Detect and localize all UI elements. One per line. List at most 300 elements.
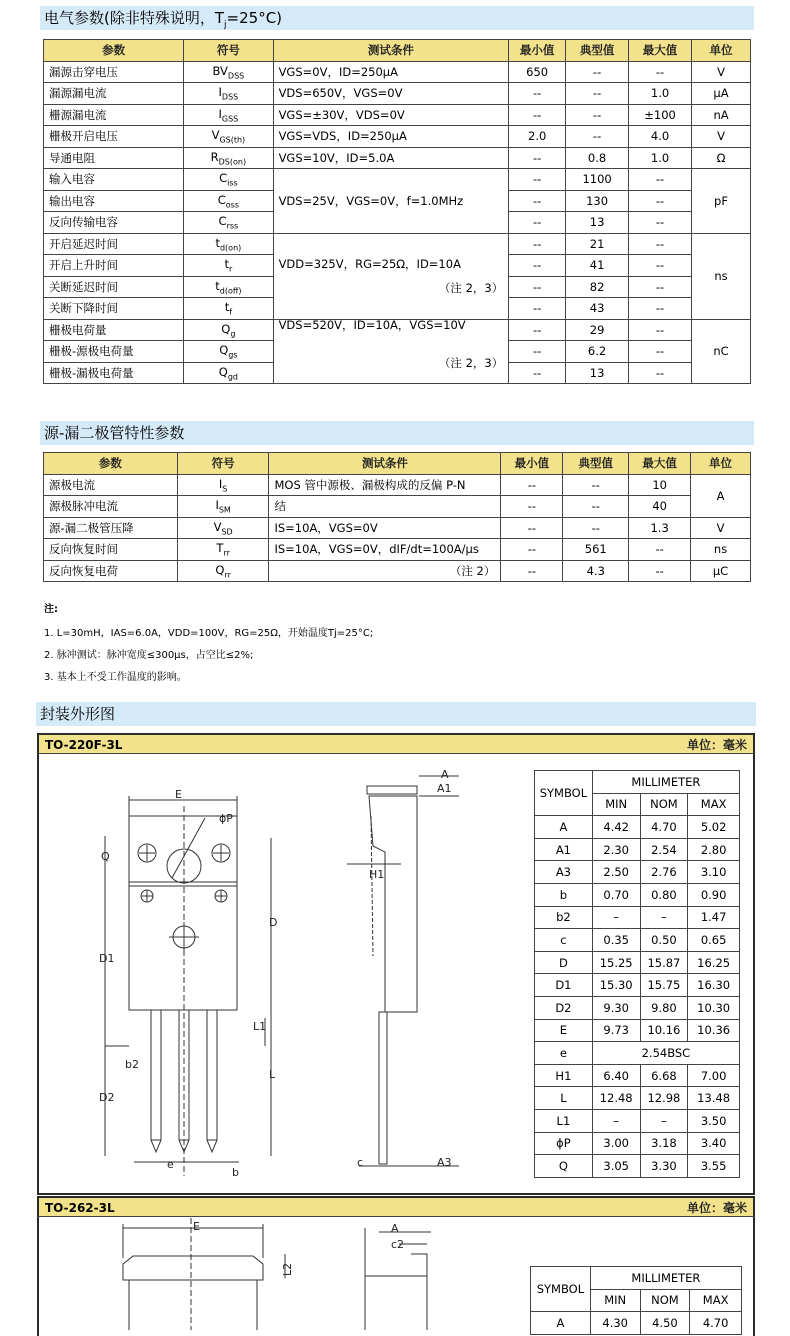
param-cell: 漏源击穿电压 — [44, 61, 184, 83]
dim-row — [535, 1109, 740, 1132]
dim-symbol: D2 — [535, 996, 593, 1019]
dim-symbol: A — [535, 816, 593, 839]
symbol-cell — [177, 474, 269, 496]
package-header — [37, 1196, 755, 1217]
dim-symbol: A1 — [535, 838, 593, 861]
symbol-cell — [184, 212, 273, 234]
min-cell: -- — [501, 496, 563, 518]
condition-cell — [273, 169, 509, 234]
symbol-main: t — [224, 300, 230, 315]
symbol-header: SYMBOL — [535, 771, 593, 816]
symbol-main: V — [213, 519, 222, 534]
table-row — [44, 319, 751, 341]
col-header: 参数 — [44, 40, 184, 62]
dim-value: 3.05 — [592, 1155, 640, 1178]
max-cell: -- — [629, 319, 692, 341]
dim-symbol: H1 — [535, 1064, 593, 1087]
max-cell: 4.0 — [629, 126, 692, 148]
min-cell: -- — [509, 341, 566, 363]
condition-cell: VGS=10V，ID=5.0A — [273, 147, 509, 169]
table-header-row — [44, 40, 751, 62]
symbol-main: I — [215, 498, 219, 513]
symbol-sub: d(on) — [219, 242, 242, 252]
max-cell: -- — [629, 276, 692, 298]
condition-text: VDD=325V，RG=25Ω，ID=10A — [278, 257, 461, 271]
package-unit: 单位：毫米 — [686, 1201, 747, 1215]
param-cell: 关断下降时间 — [44, 298, 184, 320]
dim-label: A1 — [437, 782, 452, 795]
typ-cell: 561 — [563, 539, 629, 561]
symbol-main: I — [218, 85, 222, 100]
symbol-sub: DSS — [221, 92, 239, 102]
typ-cell: 43 — [566, 298, 629, 320]
min-cell: -- — [509, 255, 566, 277]
to220f-drawing — [39, 756, 519, 1192]
condition-note: （注 2） — [269, 560, 501, 582]
dim-row — [535, 1042, 740, 1065]
col-header: 符号 — [184, 40, 273, 62]
param-cell: 导通电阻 — [44, 147, 184, 169]
dim-symbol: c — [535, 929, 593, 952]
param-cell: 反向恢复时间 — [44, 539, 178, 561]
symbol-sub: f — [229, 307, 233, 317]
dim-label: E — [193, 1220, 200, 1233]
typ-cell: 41 — [566, 255, 629, 277]
param-cell: 源-漏二极管压降 — [44, 517, 178, 539]
dim-label: A — [441, 768, 449, 781]
dim-label: A3 — [437, 1156, 452, 1169]
min-cell: -- — [509, 362, 566, 384]
dim-value: 5.02 — [688, 816, 740, 839]
dim-value: 13.48 — [688, 1087, 740, 1110]
max-cell: -- — [629, 298, 692, 320]
symbol-sub: gd — [227, 371, 238, 381]
dim-label: Q — [101, 850, 110, 863]
col-header: 最小值 — [509, 40, 566, 62]
dim-value: 4.42 — [592, 816, 640, 839]
dim-value: 15.87 — [640, 951, 688, 974]
dim-value: 3.18 — [640, 1132, 688, 1155]
condition-note: （注 2，3） — [438, 281, 504, 295]
symbol-main: C — [218, 214, 227, 229]
unit-cell: Ω — [692, 147, 751, 169]
dim-value: 1.47 — [688, 906, 740, 929]
max-cell: 10 — [629, 474, 691, 496]
max-cell: -- — [629, 233, 692, 255]
symbol-cell — [184, 362, 273, 384]
dim-row — [535, 883, 740, 906]
symbol-main: BV — [212, 63, 228, 78]
param-cell: 漏源漏电流 — [44, 83, 184, 105]
package-header — [37, 733, 755, 754]
typ-cell: 6.2 — [566, 341, 629, 363]
symbol-sub: SM — [218, 505, 231, 515]
symbol-main: t — [215, 235, 220, 250]
unit-cell: pF — [692, 169, 751, 234]
symbol-main: t — [224, 257, 229, 272]
table-row — [44, 61, 751, 83]
param-cell: 开启延迟时间 — [44, 233, 184, 255]
typ-cell: -- — [566, 126, 629, 148]
dim-label: H1 — [369, 868, 385, 881]
min-cell: -- — [509, 147, 566, 169]
condition-text: VDS=25V，VGS=0V，f=1.0MHz — [278, 193, 464, 208]
condition-text: VDS=520V，ID=10A，VGS=10V — [278, 318, 466, 333]
max-cell: ±100 — [629, 104, 692, 126]
max-cell: -- — [629, 190, 692, 212]
symbol-cell — [177, 539, 269, 561]
dim-value: 3.30 — [640, 1155, 688, 1178]
param-cell: 输入电容 — [44, 169, 184, 191]
package-name: TO-262-3L — [45, 1201, 115, 1215]
symbol-main: Q — [219, 343, 229, 358]
unit-cell: V — [692, 126, 751, 148]
dim-row — [535, 838, 740, 861]
param-cell: 栅极-漏极电荷量 — [44, 362, 184, 384]
symbol-main: V — [211, 128, 220, 143]
dim-value: 12.48 — [592, 1087, 640, 1110]
min-cell: -- — [509, 83, 566, 105]
param-cell: 源极脉冲电流 — [44, 496, 178, 518]
symbol-sub: d(off) — [219, 285, 242, 295]
max-cell: -- — [629, 169, 692, 191]
table-header-row: 参数 符号 测试条件 最小值 典型值 最大值 单位 — [44, 453, 751, 475]
typ-cell: -- — [566, 61, 629, 83]
dim-label: e — [167, 1158, 174, 1171]
max-cell: -- — [629, 341, 692, 363]
dim-row — [535, 816, 740, 839]
param-cell: 开启上升时间 — [44, 255, 184, 277]
typ-cell: 4.3 — [563, 560, 629, 582]
symbol-cell — [177, 496, 269, 518]
symbol-sub: SD — [221, 526, 233, 536]
unit-cell: ns — [691, 539, 751, 561]
col-header: 典型值 — [566, 40, 629, 62]
table-row — [44, 147, 751, 169]
notes-label: 注: — [44, 604, 58, 615]
col-header: 单位 — [692, 40, 751, 62]
symbol-main: Q — [221, 321, 231, 336]
symbol-cell — [177, 517, 269, 539]
table-row — [44, 104, 751, 126]
condition-cell: VGS=±30V，VDS=0V — [273, 104, 509, 126]
dim-value: 2.30 — [592, 838, 640, 861]
dim-value: 16.25 — [688, 951, 740, 974]
param-cell: 源极电流 — [44, 474, 178, 496]
param-cell: 栅极开启电压 — [44, 126, 184, 148]
symbol-cell — [184, 83, 273, 105]
typ-cell: -- — [566, 104, 629, 126]
dim-value: 0.70 — [592, 883, 640, 906]
dim-row — [535, 1087, 740, 1110]
dim-value: – — [640, 906, 688, 929]
dim-symbol: A3 — [535, 861, 593, 884]
note-item: 3. 基本上不受工作温度的影响。 — [44, 672, 187, 683]
dim-value: 0.50 — [640, 929, 688, 952]
dim-symbol: E — [535, 1019, 593, 1042]
dim-label: ϕP — [219, 812, 233, 825]
dim-label: L1 — [253, 1020, 267, 1033]
symbol-sub: r — [228, 264, 233, 274]
symbol-cell — [184, 298, 273, 320]
dimension-table-to262: SYMBOL MILLIMETER MIN NOM MAX A 4.30 4.50 4.70 — [530, 1266, 742, 1335]
symbol-cell — [184, 319, 273, 341]
symbol-main: C — [217, 192, 226, 207]
dim-value: 16.30 — [688, 974, 740, 997]
param-cell: 反向恢复电荷 — [44, 560, 178, 582]
dimension-table-to220f: SYMBOL MILLIMETER MIN NOM MAX A 4.42 4.70 5.02 A1 2.30 2.54 2.80 A3 2.50 2.76 3.10 b 0.70 0.80 0.90 b2 – – 1.47 c 0.35 0.50 0.65 D 15.25 15.87 16.25 D1 15.30 15.75 16.30 D2 9.30 9.80 10.30 E 9.73 10.16 10.36 e 2.54BSC H1 6.40 6.68 7.00 L 12.48 12.98 13.48 L1 – – 3.50 ϕP 3.00 3.18 3.40 Q 3.05 3.30 3.55 — [534, 770, 740, 1178]
min-cell: -- — [509, 190, 566, 212]
col-header: 测试条件 — [273, 40, 509, 62]
min-cell: -- — [501, 517, 563, 539]
symbol-cell — [184, 190, 273, 212]
dim-label: D2 — [99, 1091, 115, 1104]
dim-value: 2.54BSC — [592, 1042, 739, 1065]
dim-row — [535, 1132, 740, 1155]
typ-cell: -- — [563, 496, 629, 518]
dim-row — [535, 951, 740, 974]
min-cell: -- — [501, 560, 563, 582]
dim-label: D1 — [99, 952, 115, 965]
symbol-cell — [184, 255, 273, 277]
typ-cell: 13 — [566, 212, 629, 234]
dim-value: 9.30 — [592, 996, 640, 1019]
symbol-main: I — [218, 106, 222, 121]
table-row — [44, 126, 751, 148]
dim-row — [535, 1019, 740, 1042]
symbol-sub: DSS — [227, 70, 245, 80]
min-cell: -- — [509, 298, 566, 320]
package-unit: 单位：毫米 — [686, 738, 747, 752]
dim-value: 6.68 — [640, 1064, 688, 1087]
dim-label: L — [269, 1068, 276, 1081]
dim-value: – — [592, 906, 640, 929]
table-row — [44, 517, 751, 539]
dim-symbol: b — [535, 883, 593, 906]
dim-value: 0.80 — [640, 883, 688, 906]
max-cell: 40 — [629, 496, 691, 518]
dim-value: 9.80 — [640, 996, 688, 1019]
symbol-sub: rr — [224, 569, 231, 579]
symbol-main: Q — [215, 562, 225, 577]
diode-table — [43, 452, 751, 582]
package-name: TO-220F-3L — [45, 738, 123, 752]
typ-cell: 21 — [566, 233, 629, 255]
param-cell: 栅极-源极电荷量 — [44, 341, 184, 363]
min-cell: -- — [509, 233, 566, 255]
symbol-sub: gs — [228, 350, 238, 360]
param-cell: 关断延迟时间 — [44, 276, 184, 298]
dim-value: 0.65 — [688, 929, 740, 952]
dim-symbol: A — [531, 1312, 591, 1335]
dim-value: 2.80 — [688, 838, 740, 861]
dim-symbol: L — [535, 1087, 593, 1110]
condition-cell: VDS=650V，VGS=0V — [273, 83, 509, 105]
symbol-sub: rss — [226, 221, 239, 231]
symbol-sub: oss — [225, 199, 239, 209]
min-cell: -- — [501, 474, 563, 496]
dim-value: 15.25 — [592, 951, 640, 974]
dim-value: 3.50 — [688, 1109, 740, 1132]
dim-row — [535, 996, 740, 1019]
dim-value: 3.40 — [688, 1132, 740, 1155]
max-cell: -- — [629, 61, 692, 83]
symbol-cell — [184, 104, 273, 126]
dim-label: c — [357, 1156, 364, 1169]
dim-row — [535, 1155, 740, 1178]
dim-symbol: e — [535, 1042, 593, 1065]
symbol-main: T — [216, 541, 224, 556]
symbol-sub: g — [230, 328, 236, 338]
dim-value: 7.00 — [688, 1064, 740, 1087]
table-row — [44, 496, 751, 518]
dim-label: D — [269, 916, 278, 929]
symbol-sub: DS(on) — [218, 156, 247, 166]
symbol-cell — [184, 276, 273, 298]
min-cell: -- — [509, 212, 566, 234]
dim-value: 10.16 — [640, 1019, 688, 1042]
dim-row — [535, 929, 740, 952]
unit-cell: μA — [692, 83, 751, 105]
condition-cell: IS=10A，VGS=0V，dIF/dt=100A/μs — [269, 539, 501, 561]
symbol-main: Q — [218, 364, 228, 379]
dim-symbol: D1 — [535, 974, 593, 997]
note-item: 1. L=30mH，IAS=6.0A，VDD=100V，RG=25Ω，开始温度Tj=25°C; — [44, 628, 374, 639]
max-cell: -- — [629, 539, 691, 561]
min-cell: -- — [509, 169, 566, 191]
dim-value: 15.75 — [640, 974, 688, 997]
typ-cell: -- — [563, 474, 629, 496]
millimeter-header: MILLIMETER — [592, 771, 739, 794]
dim-symbol: L1 — [535, 1109, 593, 1132]
symbol-cell — [184, 147, 273, 169]
condition-cell: 结 — [269, 496, 501, 518]
condition-note: （注 2，3） — [438, 356, 504, 371]
typ-cell: 0.8 — [566, 147, 629, 169]
dim-symbol: Q — [535, 1155, 593, 1178]
dim-value: 4.70 — [690, 1312, 742, 1335]
symbol-cell — [184, 341, 273, 363]
dim-row — [535, 1064, 740, 1087]
to262-drawing — [39, 1218, 479, 1330]
min-cell: -- — [509, 319, 566, 341]
param-cell: 栅源漏电流 — [44, 104, 184, 126]
condition-cell: VGS=VDS，ID=250μA — [273, 126, 509, 148]
symbol-main: C — [219, 171, 228, 186]
typ-cell: 29 — [566, 319, 629, 341]
max-cell: -- — [629, 560, 691, 582]
symbol-cell — [177, 560, 269, 582]
dim-value: 3.55 — [688, 1155, 740, 1178]
dim-label: c2 — [391, 1238, 405, 1251]
dim-value: 4.50 — [640, 1312, 690, 1335]
dim-value: 3.10 — [688, 861, 740, 884]
dim-value: 2.54 — [640, 838, 688, 861]
dim-label: A — [391, 1222, 399, 1235]
col-header: 最大值 — [629, 40, 692, 62]
min-cell: -- — [501, 539, 563, 561]
dim-value: 4.70 — [640, 816, 688, 839]
param-cell: 反向传输电容 — [44, 212, 184, 234]
dim-value: 0.90 — [688, 883, 740, 906]
diode-section-title: 源-漏二极管特性参数 — [40, 421, 754, 445]
max-cell: -- — [629, 362, 692, 384]
max-cell: -- — [629, 255, 692, 277]
symbol-sub: S — [222, 483, 228, 493]
dim-row — [535, 906, 740, 929]
table-row — [44, 233, 751, 255]
unit-cell: nC — [692, 319, 751, 384]
param-cell: 栅极电荷量 — [44, 319, 184, 341]
min-cell: -- — [509, 276, 566, 298]
max-cell: 1.0 — [629, 83, 692, 105]
dim-value: 9.73 — [592, 1019, 640, 1042]
electrical-section-title: 电气参数(除非特殊说明，$T_j=25^\circ C$) — [40, 6, 754, 30]
symbol-main: t — [215, 278, 220, 293]
typ-cell: 1100 — [566, 169, 629, 191]
dim-label: b — [232, 1166, 239, 1179]
dim-value: 0.35 — [592, 929, 640, 952]
dim-label: E — [175, 788, 182, 801]
symbol-sub: GSS — [221, 113, 239, 123]
dim-value: 10.36 — [688, 1019, 740, 1042]
max-cell: 1.3 — [629, 517, 691, 539]
condition-cell: VGS=0V，ID=250μA — [273, 61, 509, 83]
max-cell: -- — [629, 212, 692, 234]
condition-cell: IS=10A，VGS=0V — [269, 517, 501, 539]
typ-cell: 13 — [566, 362, 629, 384]
dim-value: 2.50 — [592, 861, 640, 884]
symbol-cell — [184, 61, 273, 83]
min-cell: 650 — [509, 61, 566, 83]
symbol-sub: iss — [227, 178, 238, 188]
min-cell: -- — [509, 104, 566, 126]
dim-value: 6.40 — [592, 1064, 640, 1087]
condition-cell — [273, 233, 509, 319]
table-row — [44, 83, 751, 105]
typ-cell: -- — [563, 517, 629, 539]
dim-symbol: b2 — [535, 906, 593, 929]
typ-cell: -- — [566, 83, 629, 105]
min-cell: 2.0 — [509, 126, 566, 148]
typ-cell: 82 — [566, 276, 629, 298]
unit-cell: ns — [692, 233, 751, 319]
unit-cell: V — [691, 517, 751, 539]
electrical-table — [43, 39, 751, 384]
symbol-sub: rr — [223, 548, 230, 558]
dim-symbol: D — [535, 951, 593, 974]
dim-label: L2 — [281, 1262, 294, 1276]
table-row — [44, 560, 751, 582]
dim-symbol: ϕP — [535, 1132, 593, 1155]
dim-value: 2.76 — [640, 861, 688, 884]
table-row — [44, 539, 751, 561]
condition-cell: MOS 管中源极、漏极构成的反偏 P-N — [269, 474, 501, 496]
dim-label: b2 — [125, 1058, 139, 1071]
dim-row — [535, 861, 740, 884]
unit-cell: V — [692, 61, 751, 83]
unit-cell: μC — [691, 560, 751, 582]
dim-value: 12.98 — [640, 1087, 688, 1110]
typ-cell: 130 — [566, 190, 629, 212]
condition-cell — [273, 319, 509, 384]
outline-section-title: 封装外形图 — [36, 702, 756, 726]
dim-value: 4.30 — [590, 1312, 640, 1335]
unit-cell: A — [691, 474, 751, 517]
symbol-cell — [184, 233, 273, 255]
dim-value: 15.30 — [592, 974, 640, 997]
table-row — [44, 169, 751, 191]
